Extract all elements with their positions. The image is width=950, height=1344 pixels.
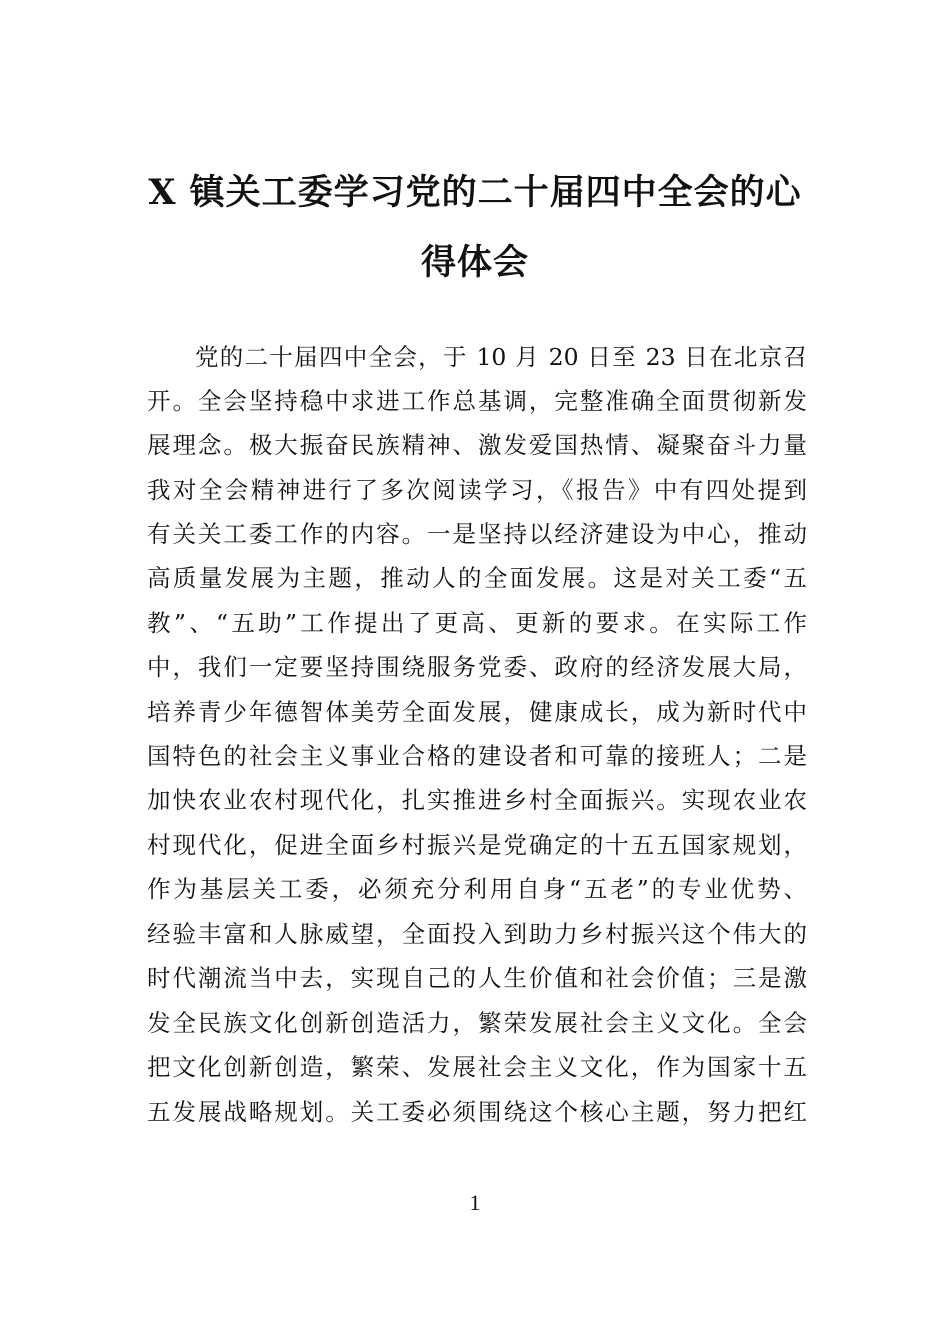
body-line: 村现代化，促进全面乡村振兴是党确定的十五五国家规划， [147,831,807,859]
body-line: 教”、“五助”工作提出了更高、更新的要求。在实际工作 [147,609,807,637]
body-line: 党的二十届四中全会，于 10 月 20 日至 23 日在北京召 [195,343,807,371]
body-line: 把文化创新创造，繁荣、发展社会主义文化，作为国家十五 [147,1053,807,1081]
body-line: 加快农业农村现代化，扎实推进乡村全面振兴。实现农业农 [147,786,807,814]
body-line: 中，我们一定要坚持围绕服务党委、政府的经济发展大局， [147,653,807,681]
body-line: 高质量发展为主题，推动人的全面发展。这是对关工委“五 [147,564,807,592]
body-line: 发全民族文化创新创造活力，繁荣发展社会主义文化。全会 [147,1009,807,1037]
body-line: 有关关工委工作的内容。一是坚持以经济建设为中心，推动 [147,520,807,548]
body-line: 展理念。极大振奋民族精神、激发爱国热情、凝聚奋斗力量 [147,431,807,459]
body-line: 国特色的社会主义事业合格的建设者和可靠的接班人；二是 [147,742,807,770]
document-title-line-1: X 镇关工委学习党的二十届四中全会的心 [148,172,802,213]
body-line: 时代潮流当中去，实现自己的人生价值和社会价值；三是激 [147,964,807,992]
document-title-line-2: 得体会 [420,242,529,283]
body-line: 我对全会精神进行了多次阅读学习，《报告》中有四处提到 [147,476,807,504]
page-number: 1 [469,1190,481,1215]
body-line: 开。全会坚持稳中求进工作总基调，完整准确全面贯彻新发 [147,387,807,415]
body-line: 五发展战略规划。关工委必须围绕这个核心主题，努力把红 [147,1098,807,1126]
body-line: 经验丰富和人脉威望，全面投入到助力乡村振兴这个伟大的 [147,920,807,948]
body-line: 作为基层关工委，必须充分利用自身“五老”的专业优势、 [147,875,807,903]
body-line: 培养青少年德智体美劳全面发展，健康成长，成为新时代中 [147,698,807,726]
